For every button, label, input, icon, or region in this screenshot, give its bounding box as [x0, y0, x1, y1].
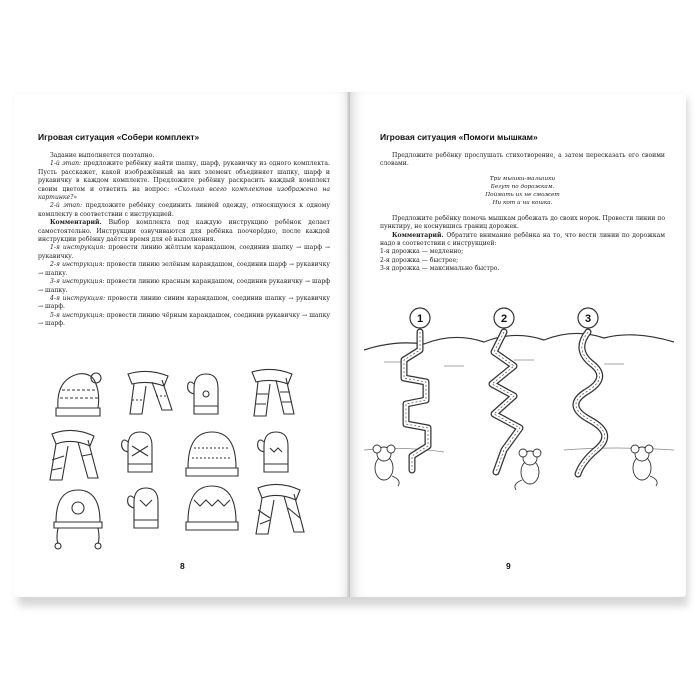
- hat-icon: [54, 490, 102, 549]
- right-page-title: Игровая ситуация «Помоги мышкам»: [380, 132, 538, 142]
- hat-icon: [186, 486, 238, 530]
- stage2-paragraph: [38, 202, 330, 219]
- right-comment-paragraph: [380, 232, 665, 249]
- mitten-icon: [128, 488, 158, 528]
- clothing-illustration: [34, 362, 330, 552]
- instruction-1-label: 1-я инструкция:: [50, 244, 106, 252]
- right-comment-label: Комментарий.: [392, 231, 444, 239]
- stage2-text: предложите ребёнку соединить линией одежду, относящуюся к одному комплекту в соответствии с инструкцией.: [38, 202, 330, 218]
- poem-line: Три мышки-малышки: [489, 175, 556, 182]
- instruction-5: [38, 312, 330, 329]
- path-instruction-2: 2-я дорожка — быстрее;: [380, 256, 459, 264]
- instruction-2: [38, 261, 330, 278]
- left-page-text: [38, 132, 330, 329]
- right-comment-text: Обратите внимание ребёнка на то, что вести линии по дорожкам надо в соответствии с инструкцией:: [380, 231, 665, 248]
- comment-text: Выбор комплекта под каждую инструкцию ребёнок делает самостоятельно. Инструкции озвучиваются для ребёнка поочерёдно, после каждой инструкции ребёнку даётся время для её выполнения.: [38, 219, 330, 244]
- mouse-icon: [373, 445, 399, 486]
- poem-line: Ни кот и ни кошка.: [492, 199, 553, 206]
- page-number-right: 9: [506, 561, 511, 571]
- instruction-5-text: провести линию чёрным карандашом, соединив рукавичку → шапку → шарф.: [38, 311, 330, 328]
- comment-label: Комментарий.: [50, 219, 102, 227]
- instruction-1: [38, 244, 330, 261]
- scarf-icon: [252, 369, 294, 416]
- path-instruction-3: 3-я дорожка — максимально быстро.: [380, 265, 500, 273]
- instruction-3-label: 3-я инструкция:: [50, 278, 105, 286]
- mouse-icon: [515, 449, 541, 490]
- open-book: [14, 92, 686, 602]
- task-text: Предложите ребёнку помочь мышкам добежать до своих норок. Провести линии по пунктиру, не коснувшись границ дорожек.: [380, 214, 666, 231]
- stage2-label: 2-й этап:: [50, 202, 83, 210]
- instruction-5-label: 5-я инструкция:: [50, 311, 105, 319]
- right-page-text: [380, 132, 665, 274]
- poem-line: Бегут по дорожкам.: [490, 183, 555, 190]
- hills: [364, 333, 674, 350]
- instruction-1-text: провести линию жёлтым карандашом, соединив шапку → шарф → рукавичку.: [38, 244, 330, 260]
- maze-number-3: 3: [584, 313, 592, 325]
- stage1-paragraph: [38, 160, 330, 202]
- instruction-4: [38, 295, 330, 312]
- maze-number-1: 1: [416, 313, 424, 325]
- poem: [380, 175, 665, 207]
- scarf-icon: [128, 371, 172, 414]
- instruction-4-label: 4-я инструкция:: [50, 294, 106, 302]
- mitten-icon: [122, 432, 152, 472]
- scarf-icon: [256, 484, 304, 534]
- maze-number-2: 2: [500, 313, 508, 325]
- stage1-text: предложите ребёнку найти шапку, шарф, рукавичку из одного комплекта. Пусть расскажет, какой изображённый на них элемент объединяет шапку, шарф и рукавичку в каждом комплекте. Предложите ребёнку раскрасить каждый комплект своим цветом и ответить на вопрос:: [38, 160, 330, 193]
- mitten-icon: [188, 374, 218, 414]
- intro-text: Задание выполняется поэтапно.: [50, 152, 155, 159]
- page-number-left: 8: [180, 561, 185, 571]
- path-instruction-1: 1-я дорожка — медленно;: [380, 248, 464, 256]
- right-page: [350, 92, 686, 597]
- maze-illustration: [364, 300, 674, 500]
- instruction-2-label: 2-я инструкция:: [50, 261, 105, 269]
- stage1-question: «Сколько всего комплектов изображено на картинке?»: [38, 185, 330, 202]
- poem-line: Поймать их не сможет: [485, 191, 560, 198]
- mitten-icon: [258, 432, 288, 472]
- scarf-icon: [50, 430, 98, 480]
- right-intro-text: Предложите ребёнку прослушать стихотворение, а затем пересказать его своими словами.: [380, 152, 665, 168]
- instruction-3: [38, 278, 330, 295]
- hat-icon: [56, 373, 101, 416]
- left-page-title: Игровая ситуация «Собери комплект»: [38, 132, 200, 142]
- hat-icon: [186, 432, 238, 476]
- instruction-2-text: провести линию зелёным карандашом, соединив шарф → рукавичку → шапку.: [38, 261, 330, 277]
- instruction-4-text: провести линию синим карандашом, соединив шапку → рукавичку → шарф.: [38, 294, 330, 311]
- instruction-3-text: провести линию красным карандашом, соединив рукавичку → шарф → шапку.: [38, 278, 330, 294]
- mouse-icon: [631, 445, 657, 486]
- comment-paragraph: [38, 219, 330, 244]
- left-page: [14, 92, 350, 597]
- stage1-label: 1-й этап:: [50, 160, 82, 168]
